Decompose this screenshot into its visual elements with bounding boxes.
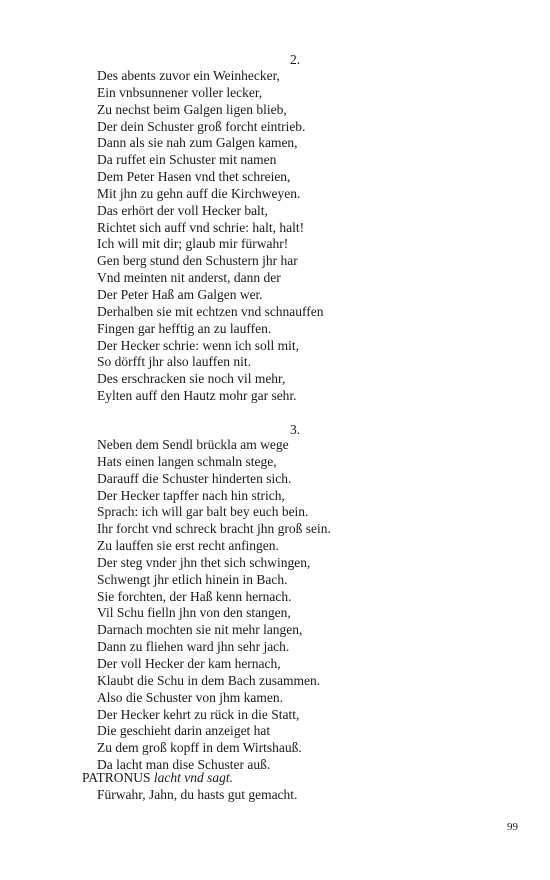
verse-line: Vil Schu fielln jhn von den stangen,: [97, 605, 291, 621]
verse-line: Also die Schuster von jhm kamen.: [97, 689, 283, 705]
verse-line: Sprach: ich will gar balt bey euch bein.: [97, 504, 309, 520]
verse-line: Darauff die Schuster hinderten sich.: [97, 470, 292, 486]
verse-line: Zu dem groß kopff in dem Wirtshauß.: [97, 740, 302, 756]
verse-line: Schwengt jhr etlich hinein in Bach.: [97, 571, 288, 587]
verse-line: Neben dem Sendl brückla am wege: [97, 437, 289, 452]
verse-line: Das erhört der voll Hecker balt,: [97, 202, 268, 218]
verse-line: Mit jhn zu gehn auff die Kirchweyen.: [97, 185, 301, 201]
verse-line: Dann zu fliehen ward jhn sehr jach.: [97, 639, 290, 655]
verse-line: Der steg vnder jhn thet sich schwingen,: [97, 554, 311, 570]
verse-line: Sie forchten, der Haß kenn hernach.: [97, 588, 292, 604]
verse-line: Darnach mochten sie nit mehr langen,: [97, 622, 303, 638]
verse-line: Eylten auff den Hautz mohr gar sehr.: [97, 388, 297, 404]
verse-line: Gen berg stund den Schustern jhr har: [97, 253, 298, 269]
verse-line: So dörfft jhr also lauffen nit.: [97, 354, 251, 370]
verse-section-2: [97, 68, 324, 405]
page-number: 99: [507, 821, 518, 833]
speaker-line: [82, 770, 233, 786]
section-number-2: 2.: [289, 52, 301, 67]
verse-line: Des erschracken sie noch vil mehr,: [97, 371, 286, 387]
verse-line: Der Peter Haß am Galgen wer.: [97, 286, 263, 302]
verse-line: Dann als sie nah zum Galgen kamen,: [97, 135, 298, 151]
speaker-name: PATRONUS: [82, 770, 151, 785]
verse-line: Ich will mit dir; glaub mir fürwahr!: [97, 236, 289, 252]
verse-line: Vnd meinten nit anderst, dann der: [97, 270, 281, 286]
verse-section-3: [97, 437, 331, 774]
verse-line: Der Hecker schrie: wenn ich soll mit,: [97, 337, 300, 353]
verse-line: Dem Peter Hasen vnd thet schreien,: [97, 169, 291, 185]
verse-line: Klaubt die Schu in dem Bach zusammen.: [97, 672, 321, 688]
verse-line: Fingen gar hefftig an zu lauffen.: [97, 320, 272, 336]
verse-line: Der Hecker kehrt zu rück in die Statt,: [97, 706, 300, 722]
verse-line: Richtet sich auff vnd schrie: halt, halt!: [97, 219, 305, 235]
dialogue-line: Fürwahr, Jahn, du hasts gut gemacht.: [97, 787, 298, 802]
verse-line: Da ruffet ein Schuster mit namen: [97, 152, 277, 168]
verse-line: Ein vnbsunnener voller lecker,: [97, 84, 263, 100]
verse-line: Da lacht man dise Schuster auß.: [97, 757, 271, 773]
verse-line: Derhalben sie mit echtzen vnd schnauffen: [97, 303, 324, 319]
verse-line: Zu lauffen sie erst recht anfingen.: [97, 538, 279, 554]
verse-line: Die geschieht darin anzeiget hat: [97, 723, 271, 739]
verse-line: Der voll Hecker der kam hernach,: [97, 655, 281, 671]
verse-line: Hats einen langen schmaln stege,: [97, 453, 277, 469]
stage-direction: lacht vnd sagt.: [153, 770, 234, 785]
verse-line: Des abents zuvor ein Weinhecker,: [97, 68, 280, 83]
verse-line: Der Hecker tapffer nach hin strich,: [97, 487, 285, 503]
section-number-3: 3.: [289, 422, 301, 437]
verse-line: Zu nechst beim Galgen ligen blieb,: [97, 101, 287, 117]
verse-line: Der dein Schuster groß forcht eintrieb.: [97, 118, 306, 134]
verse-line: Ihr forcht vnd schreck bracht jhn groß sein.: [97, 521, 331, 537]
